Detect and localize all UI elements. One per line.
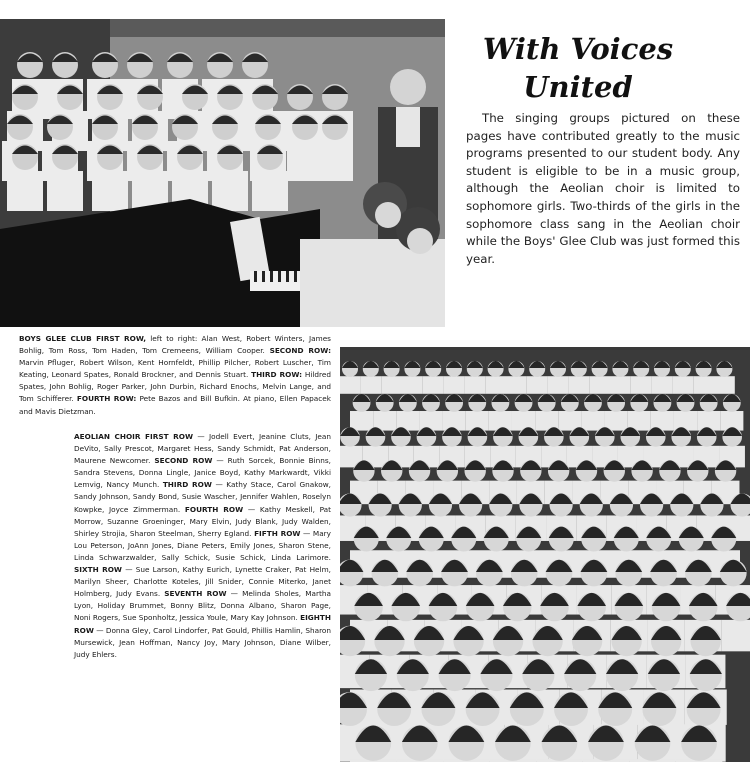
caption-heading: AEOLIAN CHOIR FIRST ROW [74, 432, 194, 441]
choir-member-figure [589, 361, 610, 394]
choir-member-figure [423, 361, 444, 394]
choir-member-figure [643, 427, 668, 467]
caption-row-text: — Ruth Sorcek, Bonnie Binns, Sandra Stevens, Donna Lingle, Janice Boyd, Kathy Markwardt, Vikki Lemvig, Nancy Munch. [74, 456, 331, 490]
singer-figure [92, 144, 128, 211]
caption-row-text: — Donna Gley, Carol Lindorfer, Pat Gould, Phillis Hamlin, Sharon Mursewick, Jean Hoffman, Nancy Joy, Mary Johnson, Diane Wilber, Judy Ehlers. [74, 625, 331, 659]
caption-row-label: SECOND ROW [154, 456, 213, 466]
choir-member-figure [568, 361, 589, 394]
caption-row-label: THIRD ROW: [251, 370, 303, 380]
caption-row-label: FIFTH ROW [254, 528, 301, 538]
caption-row-text: Hildred Spates, John Bohlig, Roger Parker, John Durbin, Richard Enochs, Melvin Lange, and Tom Schifferer. [19, 370, 331, 404]
choir-member-figure [489, 394, 512, 431]
caption-row-text: — Melinda Sholes, Martha Lyon, Holiday Brummet, Bonny Blitz, Donna Albano, Sharon Page, Noni Rogers, Sue Sponholtz, Jessica Youle, Mary Kay Johnson. [74, 589, 331, 623]
choir-member-figure [610, 361, 631, 394]
caption-row-text: — Kathy Meskell, Pat Morrow, Suzanne Groeninger, Mary Elvin, Judy Blank, Judy Walden, Shirley Strojia, Sharon Steelman, Sherry Egland. [74, 504, 332, 538]
choir-member-figure [381, 361, 402, 394]
caption-row-text: Marvin Pfluger, Robert Wilson, Kent Hornfeldt, Phillip Pilcher, Robert Luscher, Tim Keating, Leonard Spates, Ronald Brockner, and Dennis Stuart. [19, 358, 331, 380]
aeolian-choir-photo [340, 347, 750, 762]
caption-row-label: EIGHTH ROW [74, 613, 331, 635]
caption-row-text: — Jodell Evert, Jeanine Cluts, Jean DeVito, Sally Prescot, Margaret Hess, Sandy Schmidt, Pat Anderson, Maurene Newcomer. [74, 432, 331, 466]
choir-member-figure [535, 394, 558, 431]
choir-member-figure [674, 394, 697, 431]
caption-row-label: FOURTH ROW: [76, 394, 137, 404]
choir-member-figure [628, 394, 651, 431]
caption-row-text: — Mary Lou Peterson, JoAnn Jones, Diane Peters, Emily Jones, Sharon Stene, Linda Schwarzwalder, Sally Schick, Susie Schick, Linda Larimore. [74, 528, 331, 562]
choir-member-figure [652, 361, 673, 394]
choir-member-figure [558, 394, 581, 431]
choir-member-figure [485, 361, 506, 394]
choir-member-figure [419, 394, 442, 431]
caption-row-label: THIRD ROW [162, 480, 212, 490]
choir-member-figure [605, 394, 628, 431]
choir-member-figure [527, 361, 548, 394]
caption-row-text: left to right: Alan West, Robert Winters, James Bohlig, Tom Ross, Tom Haden, Tom Cremeens, William Cooper. [19, 334, 331, 356]
singer-figure [132, 144, 168, 211]
choir-member-figure [464, 361, 485, 394]
choir-member-figure [443, 394, 466, 431]
singer-figure [47, 144, 83, 211]
choir-member-figure [651, 394, 674, 431]
caption-row-label: SEVENTH ROW [164, 589, 227, 599]
choir-member-figure [444, 361, 465, 394]
singer-figure [7, 144, 43, 211]
caption-row-label: SECOND ROW: [269, 346, 331, 356]
page-title-line-2: United [523, 70, 633, 104]
choir-member-figure [548, 361, 569, 394]
caption-row-label: FOURTH ROW [184, 504, 244, 514]
caption-row-text: — Kathy Stace, Carol Gnakow, Sandy Johnson, Sandy Bond, Susie Wascher, Jennifer Wahlen, Roselyn Kowpke, Joyce Zimmerman. [74, 480, 331, 514]
choir-member-figure [512, 394, 535, 431]
singer-figure [252, 144, 288, 211]
page-title-line-1: With Voices [482, 32, 674, 66]
boys-glee-club-photo [0, 19, 445, 327]
choir-member-figure [340, 361, 360, 394]
choir-member-figure [373, 394, 396, 431]
choir-member-figure [506, 361, 527, 394]
caption-row-text: Pete Bazos and Bill Bufkin. At piano, Ellen Papacek and Mavis Dietzman. [19, 394, 331, 416]
choir-member-figure [693, 361, 714, 394]
caption-heading: BOYS GLEE CLUB FIRST ROW, [19, 334, 147, 343]
aeolian-choir-caption [74, 431, 331, 661]
page-title [478, 30, 678, 106]
singer-figure [212, 144, 248, 211]
choir-member-figure [350, 394, 373, 431]
choir-member-figure [466, 394, 489, 431]
choir-member-figure [402, 361, 423, 394]
choir-member-figure [581, 394, 604, 431]
choir-member-figure [396, 394, 419, 431]
choir-member-figure [720, 394, 743, 431]
caption-row-text: — Sue Larson, Kathy Eurich, Lynette Craker, Pat Helm, Marilyn Sheer, Charlotte Koteles, Jill Snider, Connie Miterko, Janet Holmberg, Judy Evans. [74, 565, 332, 599]
choir-member-figure [672, 361, 693, 394]
intro-paragraph: The singing groups pictured on these pages have contributed greatly to the music programs presented to our student body. Any student is eligible to be in a music group, although the Aeolian choir is limited to sophomore girls. Two-thirds of the girls in the sophomore class sang in the Aeolian choir while the Boys' Glee Club was just formed this year. [466, 111, 740, 266]
boys-glee-club-caption [19, 333, 331, 418]
choir-member-figure [360, 361, 381, 394]
caption-row-label: SIXTH ROW [74, 565, 122, 575]
choir-member-figure [714, 361, 735, 394]
choir-member-figure [697, 394, 720, 431]
choir-member-figure [631, 361, 652, 394]
singer-figure [317, 114, 353, 181]
